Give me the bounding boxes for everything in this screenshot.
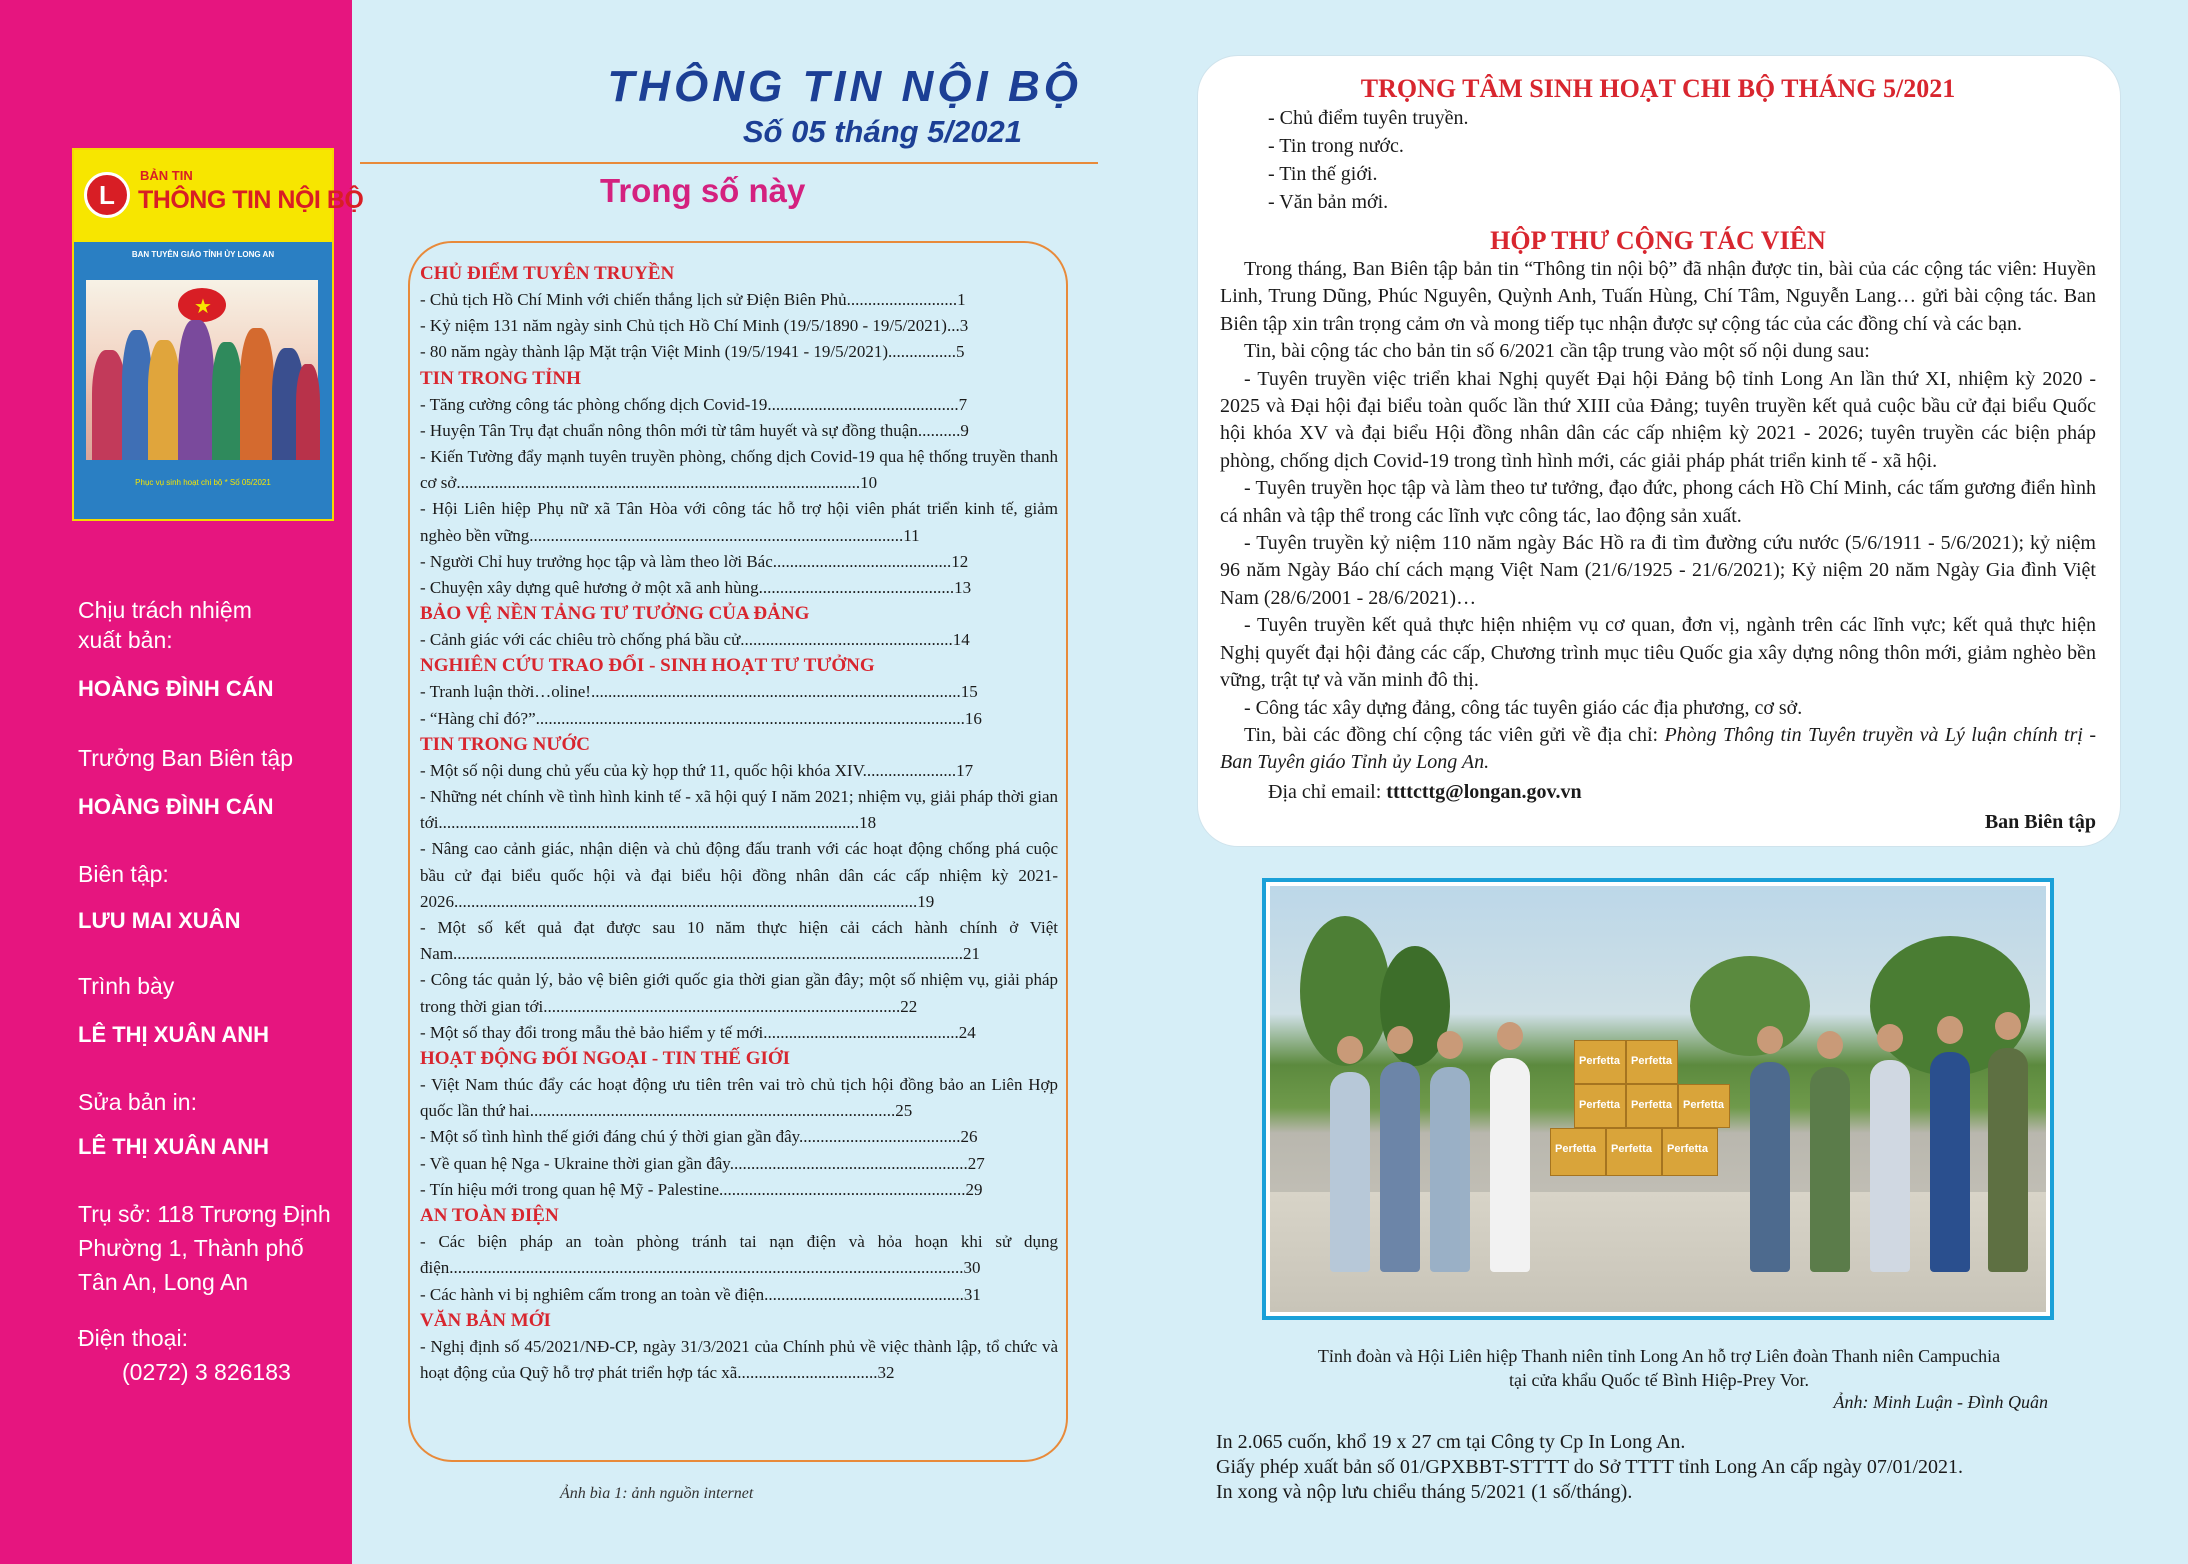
credit-label-chief-editor: Trưởng Ban Biên tập [78,745,294,771]
toc-entry[interactable]: - Những nét chính về tình hình kinh tế - xã hội quý I năm 2021; nhiệm vụ, giải pháp thời gian tới...................................................................................................18 [420,787,1058,833]
toc-section-heading: NGHIÊN CỨU TRAO ĐỔI - SINH HOẠT TƯ TƯỞNG [420,655,875,677]
left-sidebar [0,0,364,1564]
print-info-line: In xong và nộp lưu chiểu tháng 5/2021 (1 số/tháng). [1216,1481,1633,1503]
photo-credit: Ảnh: Minh Luận - Đình Quân [1833,1392,2048,1412]
toc-section-heading: AN TOÀN ĐIỆN [420,1205,559,1227]
cover-thumbnail [72,148,364,521]
address-line-3: Tân An, Long An [78,1269,249,1295]
cover-illustration [86,280,318,460]
masthead-divider [360,162,1098,164]
table-of-contents [408,241,1068,1462]
toc-entry[interactable]: - “Hàng chỉ đó?”.....................................................................................................16 [420,708,982,728]
credit-name-chief-editor: HOÀNG ĐÌNH CÁN [78,794,274,819]
credit-name-responsible: HOÀNG ĐÌNH CÁN [78,676,274,701]
email-link[interactable]: ttttcttg@longan.gov.vn [1386,780,1582,803]
star-icon: ★ [194,296,212,318]
toc-entry[interactable]: - Tín hiệu mới trong quan hệ Mỹ - Palestine..........................................................29 [420,1179,983,1199]
focus-item: - Tin thế giới. [1268,163,1378,185]
credit-name-editor: LƯU MAI XUÂN [78,908,241,933]
signoff: Ban Biên tập [1984,810,2096,833]
toc-entry[interactable]: - Nghị định số 45/2021/NĐ-CP, ngày 31/3/2021 của Chính phủ về việc thành lập, tổ chức và hoạt động của Quỹ hỗ trợ phát triển hợp tác xã.................................32 [420,1336,1058,1382]
box-label: Perfetta [1667,1143,1708,1155]
masthead [362,62,1082,150]
toc-section-heading: TIN TRONG NƯỚC [420,733,590,755]
toc-entry[interactable]: - Hội Liên hiệp Phụ nữ xã Tân Hòa với công tác hỗ trợ hội viên phát triển kinh tế, giảm nghèo bền vững........................................................................................11 [420,499,1058,545]
focus-item: - Tin trong nước. [1268,135,1404,157]
toc-entry[interactable]: - Một số thay đổi trong mẫu thẻ bảo hiểm y tế mới..............................................24 [420,1022,976,1042]
photo-caption [1198,1344,2120,1392]
mailbox-heading: HỘP THƯ CỘNG TÁC VIÊN [1490,226,1826,255]
cover-publisher: BAN TUYÊN GIÁO TỈNH ỦY LONG AN [131,250,275,259]
info-card [1198,56,2120,846]
credit-label-responsible: Chịu trách nhiệm [78,597,252,623]
toc-entry[interactable]: - Công tác quản lý, bảo vệ biên giới quốc gia thời gian gần đây; một số nhiệm vụ, giải pháp trong thời gian tới....................................................................................22 [420,970,1058,1016]
cover-brand-small: BẢN TIN [140,168,193,183]
toc-entry[interactable]: - Chuyện xây dựng quê hương ở một xã anh hùng..............................................13 [420,578,972,598]
toc-section-heading: TIN TRONG TỈNH [420,367,581,389]
focus-item: - Chủ điểm tuyên truyền. [1268,107,1469,129]
toc-section-heading: CHỦ ĐIỂM TUYÊN TRUYỀN [420,263,675,284]
toc-entry[interactable]: - Kỷ niệm 131 năm ngày sinh Chủ tịch Hồ Chí Minh (19/5/1890 - 19/5/2021)...3 [420,316,969,336]
address-lead: Tin, bài các đồng chí cộng tác viên gửi về địa chỉ: [1244,723,1665,746]
toc-entry[interactable]: - Một số nội dung chủ yếu của kỳ họp thứ 11, quốc hội khóa XIV......................17 [420,760,974,780]
print-info-line: Giấy phép xuất bản số 01/GPXBBT-STTTT do Sở TTTT tỉnh Long An cấp ngày 07/01/2021. [1216,1456,1964,1478]
logo-icon: L [84,172,130,218]
box-label: Perfetta [1611,1143,1652,1155]
caption-line: tại cửa khẩu Quốc tế Bình Hiệp-Prey Vor. [1508,1370,1810,1390]
phone-label: Điện thoại: [78,1325,188,1351]
cover-banner [74,150,364,242]
mailbox-paragraph: Tin, bài cộng tác cho bản tin số 6/2021 cần tập trung vào một số nội dung sau: [1244,340,1870,363]
mailbox-paragraph: - Công tác xây dựng đảng, công tác tuyên giáo các địa phương, cơ sở. [1244,696,1803,719]
box-label: Perfetta [1555,1143,1596,1155]
address-line-1: Trụ sở: 118 Trương Định [78,1201,331,1227]
caption-line: Tỉnh đoàn và Hội Liên hiệp Thanh niên tỉnh Long An hỗ trợ Liên đoàn Thanh niên Campuchia [1317,1346,2001,1366]
box-label: Perfetta [1631,1055,1672,1067]
email-label: Địa chỉ email: [1268,780,1387,803]
credit-name-proofreading: LÊ THỊ XUÂN ANH [78,1134,270,1159]
toc-entry[interactable]: - Việt Nam thúc đẩy các hoạt động ưu tiên trên vai trò chủ tịch hội đồng bảo an Liên Hợp quốc lần thứ hai......................................................................................25 [420,1075,1058,1121]
toc-entry[interactable]: - Cảnh giác với các chiêu trò chống phá bầu cử..................................................14 [420,630,970,650]
toc-section-heading: BẢO VỆ NỀN TẢNG TƯ TƯỞNG CỦA ĐẢNG [420,603,810,625]
news-photo-frame [1262,878,2054,1320]
box-label: Perfetta [1683,1099,1724,1111]
toc-entry[interactable]: - Kiến Tường đẩy mạnh tuyên truyền phòng, chống dịch Covid-19 qua hệ thống truyền thanh cơ sở...............................................................................................10 [420,447,1058,493]
box-label: Perfetta [1579,1055,1620,1067]
page-title: THÔNG TIN NỘI BỘ [607,62,1082,111]
credit-label-editor: Biên tập: [78,861,169,887]
toc-section-heading: HOẠT ĐỘNG ĐỐI NGOẠI - TIN THẾ GIỚI [420,1048,791,1070]
box-label: Perfetta [1631,1099,1672,1111]
toc-entry[interactable]: - Một số tình hình thế giới đáng chú ý thời gian gần đây......................................26 [420,1127,978,1147]
credit-label-responsible-2: xuất bản: [78,627,173,653]
focus-item: - Văn bản mới. [1268,191,1389,213]
toc-entry[interactable]: - Nâng cao cảnh giác, nhận diện và chủ động đấu tranh với các hoạt động chống phá cuộc bầu cử đại biểu quốc hội và đại biểu hội đồng nhân dân các cấp nhiệm kỳ 2021-2026.............................................................................................................19 [420,839,1058,911]
box-label: Perfetta [1579,1099,1620,1111]
news-photo [1270,886,2046,1312]
print-info [1216,1430,1963,1505]
cover-brand-title: THÔNG TIN NỘI BỘ [138,186,364,214]
toc-entry[interactable]: - 80 năm ngày thành lập Mặt trận Việt Minh (19/5/1941 - 19/5/2021)................5 [420,342,965,362]
toc-entry[interactable]: - Tranh luận thời…oline!.......................................................................................15 [420,682,978,702]
email-line [1220,777,2096,807]
issue-number: Số 05 tháng 5/2021 [742,114,1022,149]
mailbox-paragraph: - Tuyên truyền kỷ niệm 110 năm ngày Bác Hồ ra đi tìm đường cứu nước (5/6/1911 - 5/6/2021); kỷ niệm 96 năm Ngày Báo chí cách mạng Việt Nam (21/6/1925 - 21/6/2021); Kỷ niệm 20 năm Ngày Gia đình Việt Nam (28/6/2001 - 28/6/2021)… [1220,532,2096,609]
toc-entry[interactable]: - Một số kết quả đạt được sau 10 năm thực hiện cải cách hành chính ở Việt Nam........................................................................................................................21 [420,918,1058,964]
toc-entry[interactable]: - Các biện pháp an toàn phòng tránh tai nạn điện và hỏa hoạn khi sử dụng điện.........................................................................................................................30 [420,1232,1058,1278]
toc-section-heading: VĂN BẢN MỚI [420,1309,551,1331]
focus-heading: TRỌNG TÂM SINH HOẠT CHI BỘ THÁNG 5/2021 [1360,74,1956,103]
address-department: Phòng Thông tin Tuyên truyền và Lý luận chính trị - Ban Tuyên giáo Tỉnh ủy Long An. [1220,723,2096,774]
toc-entry[interactable]: - Tăng cường công tác phòng chống dịch Covid-19.............................................7 [420,394,968,414]
toc-entry[interactable]: - Huyện Tân Trụ đạt chuẩn nông thôn mới từ tâm huyết và sự đồng thuận..........9 [420,420,969,440]
toc-entry[interactable]: - Các hành vi bị nghiêm cấm trong an toàn về điện...............................................31 [420,1284,981,1304]
cover-photo-note: Ảnh bìa 1: ảnh nguồn internet [560,1485,754,1502]
print-info-line: In 2.065 cuốn, khổ 19 x 27 cm tại Công ty Cp In Long An. [1216,1431,1686,1453]
toc-heading: Trong số này [600,172,806,209]
toc-entry[interactable]: - Về quan hệ Nga - Ukraine thời gian gần đây........................................................27 [420,1153,985,1173]
mailbox-address [1220,722,2096,777]
mailbox-paragraph: - Tuyên truyền học tập và làm theo tư tưởng, đạo đức, phong cách Hồ Chí Minh, các tấm gương điển hình cá nhân và tập thể trong các lĩnh vực công tác, lao động sản xuất. [1220,477,2096,527]
credit-label-layout: Trình bày [78,973,175,999]
mailbox-paragraph: - Tuyên truyền việc triển khai Nghị quyết Đại hội Đảng bộ tỉnh Long An lần thứ XI, nhiệm kỳ 2020 - 2025 và Đại hội đại biểu toàn quốc lần thứ XIII của Đảng; tuyên truyền kết quả cuộc bầu cử đại biểu Quốc hội khóa XV và đại biểu Hội đồng nhân dân các cấp nhiệm kỳ 2021 - 2026; tuyên truyền các biện pháp phòng, chống dịch Covid-19 trong tình hình mới, các giải pháp phát triển kinh tế - xã hội. [1220,367,2096,472]
credit-label-proofreading: Sửa bản in: [78,1089,197,1115]
toc-list [420,261,1058,1386]
cover-footer: Phục vụ sinh hoạt chi bộ * Số 05/2021 [135,478,271,487]
phone-number: (0272) 3 826183 [122,1359,291,1385]
mailbox-paragraph: - Tuyên truyền kết quả thực hiện nhiệm vụ cơ quan, đơn vị, ngành trên các lĩnh vực; kết quả thực hiện Nghị quyết đại hội đảng các cấp, Chương trình mục tiêu Quốc gia xây dựng nông thôn mới, giảm nghèo bền vững, trật tự và văn minh đô thị. [1220,614,2096,692]
address-line-2: Phường 1, Thành phố [78,1235,304,1261]
toc-entry[interactable]: - Chủ tịch Hồ Chí Minh với chiến thắng lịch sử Điện Biên Phủ..........................1 [420,290,966,309]
toc-entry[interactable]: - Người Chỉ huy trưởng học tập và làm theo lời Bác..........................................12 [420,551,969,571]
mailbox-paragraph: Trong tháng, Ban Biên tập bản tin “Thông tin nội bộ” đã nhận được tin, bài của các cộng tác viên: Huyền Linh, Trung Dũng, Phúc Nguyên, Quỳnh Anh, Tuấn Hùng, Chí Tâm, Nguyễn Lang… gửi bài cộng tác. Ban Biên tập xin trân trọng cảm ơn và mong tiếp tục nhận được sự cộng tác của các đồng chí và các bạn. [1220,258,2096,335]
credit-name-layout: LÊ THỊ XUÂN ANH [78,1022,270,1047]
